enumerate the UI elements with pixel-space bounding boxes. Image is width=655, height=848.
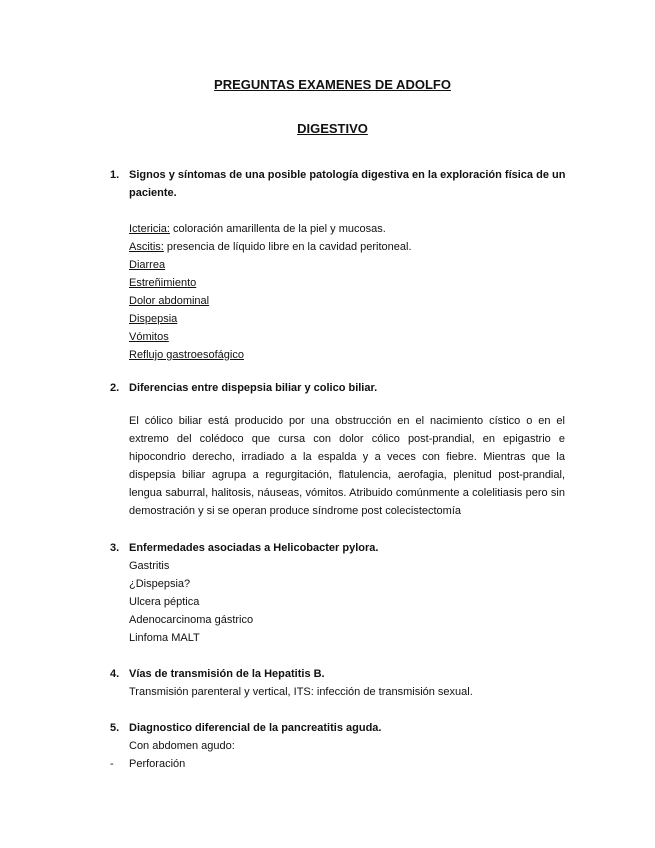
item-term: Ascitis: [129, 241, 164, 253]
item-term: Ictericia: [129, 223, 170, 235]
list-item: Ulcera péptica [129, 596, 200, 608]
list-item [129, 220, 565, 238]
list-item: Gastritis [129, 560, 170, 572]
item-term: Estreñimiento [129, 277, 197, 289]
list-item: ¿Dispepsia? [129, 578, 191, 590]
question-number: 5. [110, 722, 120, 734]
document-title: PREGUNTAS EXAMENES DE ADOLFO [214, 77, 451, 92]
question-number: 2. [110, 382, 120, 394]
question-text: Diagnostico diferencial de la pancreatitis aguda. [129, 722, 382, 734]
list-item [129, 310, 565, 328]
item-term: Vómitos [129, 331, 169, 343]
question-text: Diferencias entre dispepsia biliar y colico biliar. [129, 382, 378, 394]
q5-answer [129, 737, 565, 773]
list-item: Linfoma MALT [129, 632, 200, 644]
item-desc: coloración amarillenta de la piel y mucosas. [169, 223, 386, 235]
question-number: 4. [110, 668, 120, 680]
question-1 [110, 166, 570, 202]
item-term: Dispepsia [129, 313, 178, 325]
q4-answer [129, 683, 565, 701]
question-4 [110, 665, 570, 683]
list-item [129, 238, 565, 256]
question-2 [110, 379, 570, 397]
q1-answer-list [129, 220, 565, 364]
bullet-dash: - [110, 758, 114, 770]
item-term: Reflujo gastroesofágico [129, 349, 244, 361]
question-number: 3. [110, 542, 120, 554]
list-item [129, 256, 565, 274]
q3-answer-list [129, 557, 565, 647]
question-text: Vías de transmisión de la Hepatitis B. [129, 668, 325, 680]
question-3 [110, 539, 570, 557]
item-term: Diarrea [129, 259, 166, 271]
answer-intro: Con abdomen agudo: [129, 740, 235, 752]
list-item: Adenocarcinoma gástrico [129, 614, 254, 626]
list-item [129, 328, 565, 346]
question-number: 1. [110, 169, 120, 181]
list-item [129, 292, 565, 310]
list-item [129, 274, 565, 292]
item-term: Dolor abdominal [129, 295, 210, 307]
section-title: DIGESTIVO [297, 121, 368, 136]
question-5 [110, 719, 570, 737]
answer-text: Transmisión parenteral y vertical, ITS: infección de transmisión sexual. [129, 686, 473, 698]
q2-answer: El cólico biliar está producido por una obstrucción en el nacimiento cístico o en el extremo del colédoco que cursa con dolor cólico post-prandial, en epigastrio e hipocondrio derecho, irradiado a la espalda y a veces con fiebre. Mientras que la dispepsia biliar agrupa a regurgitación, flatulencia, aerofagia, plenitud post-prandial, lengua saburral, halitosis, náuseas, vómitos. Atribuido comúnmente a colelitiasis pero sin demostración y si se operan produce síndrome post colecistectomía [129, 415, 565, 517]
question-text: Signos y síntomas de una posible patología digestiva en la exploración física de un paciente. [129, 169, 566, 199]
question-text: Enfermedades asociadas a Helicobacter pylora. [129, 542, 379, 554]
list-item [129, 346, 565, 364]
list-item: Perforación [129, 758, 186, 770]
item-desc: presencia de líquido libre en la cavidad peritoneal. [163, 241, 412, 253]
